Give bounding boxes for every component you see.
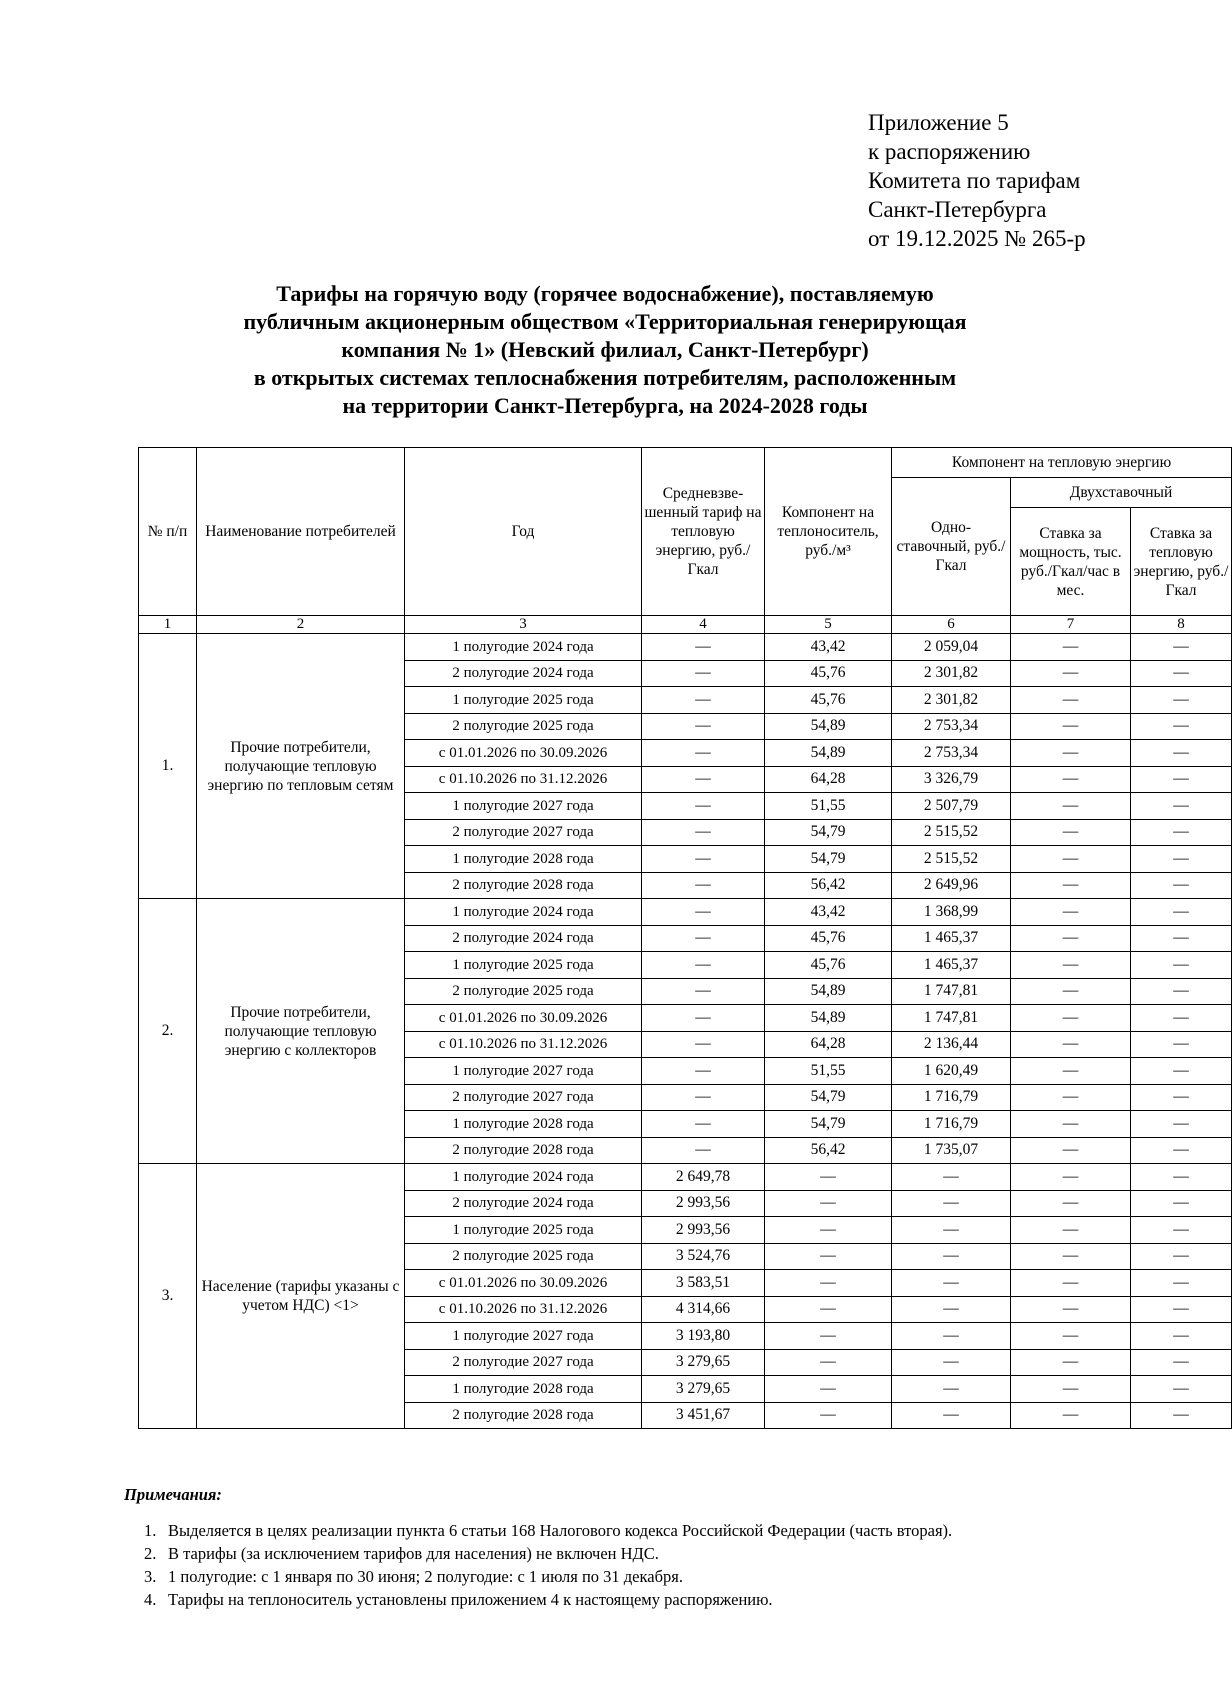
single-rate-cell: — — [892, 1270, 1011, 1297]
capacity-rate-cell: — — [1011, 872, 1131, 899]
note-text: Тарифы на теплоноситель установлены приложением 4 к настоящему распоряжению. — [168, 1590, 773, 1609]
column-number: 8 — [1131, 616, 1232, 634]
single-rate-cell: 2 507,79 — [892, 793, 1011, 820]
period-cell: 2 полугодие 2025 года — [405, 1243, 642, 1270]
single-rate-cell: — — [892, 1323, 1011, 1350]
single-rate-cell: — — [892, 1243, 1011, 1270]
period-cell: с 01.10.2026 по 31.12.2026 — [405, 766, 642, 793]
carrier-component-cell: 54,89 — [765, 713, 892, 740]
period-cell: 2 полугодие 2024 года — [405, 660, 642, 687]
note-number: 2. — [144, 1544, 157, 1563]
avg-tariff-cell: — — [642, 978, 765, 1005]
avg-tariff-cell: — — [642, 952, 765, 979]
avg-tariff-cell: — — [642, 925, 765, 952]
header-energy-rate: Ставка за тепловую энергию, руб./Гкал — [1131, 508, 1232, 616]
group-name: Прочие потребители, получающие тепловую энергию с коллекторов — [197, 899, 405, 1164]
energy-rate-cell: — — [1131, 713, 1232, 740]
energy-rate-cell: — — [1131, 952, 1232, 979]
capacity-rate-cell: — — [1011, 1349, 1131, 1376]
carrier-component-cell: 54,79 — [765, 846, 892, 873]
avg-tariff-cell: 3 279,65 — [642, 1349, 765, 1376]
avg-tariff-cell: 3 193,80 — [642, 1323, 765, 1350]
table-row — [139, 1164, 1232, 1191]
energy-rate-cell: — — [1131, 1005, 1232, 1032]
note-text: Выделяется в целях реализации пункта 6 статьи 168 Налогового кодекса Российской Федерации (часть вторая). — [168, 1521, 953, 1540]
capacity-rate-cell: — — [1011, 1296, 1131, 1323]
avg-tariff-cell: — — [642, 899, 765, 926]
capacity-rate-cell: — — [1011, 740, 1131, 767]
energy-rate-cell: — — [1131, 1164, 1232, 1191]
single-rate-cell: — — [892, 1376, 1011, 1403]
carrier-component-cell: 43,42 — [765, 899, 892, 926]
energy-rate-cell: — — [1131, 978, 1232, 1005]
energy-rate-cell: — — [1131, 660, 1232, 687]
table-header — [139, 448, 1232, 634]
carrier-component-cell: 45,76 — [765, 952, 892, 979]
single-rate-cell: 1 368,99 — [892, 899, 1011, 926]
energy-rate-cell: — — [1131, 1296, 1232, 1323]
period-cell: 2 полугодие 2025 года — [405, 713, 642, 740]
energy-rate-cell: — — [1131, 1270, 1232, 1297]
capacity-rate-cell: — — [1011, 1058, 1131, 1085]
note-number: 3. — [144, 1567, 157, 1586]
avg-tariff-cell: — — [642, 872, 765, 899]
energy-rate-cell: — — [1131, 819, 1232, 846]
appendix-line: к распоряжению — [868, 139, 1031, 164]
single-rate-cell: 2 515,52 — [892, 846, 1011, 873]
period-cell: с 01.01.2026 по 30.09.2026 — [405, 740, 642, 767]
avg-tariff-cell: — — [642, 766, 765, 793]
header-single-rate: Одно-ставочный, руб./Гкал — [892, 478, 1011, 616]
energy-rate-cell: — — [1131, 846, 1232, 873]
carrier-component-cell: — — [765, 1190, 892, 1217]
period-cell: 1 полугодие 2024 года — [405, 899, 642, 926]
single-rate-cell: 1 716,79 — [892, 1084, 1011, 1111]
avg-tariff-cell: — — [642, 687, 765, 714]
capacity-rate-cell: — — [1011, 793, 1131, 820]
carrier-component-cell: 56,42 — [765, 872, 892, 899]
carrier-component-cell: — — [765, 1164, 892, 1191]
avg-tariff-cell: — — [642, 793, 765, 820]
document-title — [140, 280, 1070, 420]
appendix-line: от 19.12.2025 № 265-р — [868, 226, 1086, 251]
period-cell: 1 полугодие 2027 года — [405, 1058, 642, 1085]
carrier-component-cell: 64,28 — [765, 766, 892, 793]
title-line: Тарифы на горячую воду (горячее водоснабжение), поставляемую — [276, 281, 934, 306]
appendix-line: Комитета по тарифам — [868, 168, 1081, 193]
capacity-rate-cell: — — [1011, 899, 1131, 926]
avg-tariff-cell: 3 279,65 — [642, 1376, 765, 1403]
header-avg-tariff: Средневзве-шенный тариф на тепловую энергию, руб./Гкал — [642, 448, 765, 616]
title-line: на территории Санкт-Петербурга, на 2024-2028 годы — [342, 393, 868, 418]
energy-rate-cell: — — [1131, 1243, 1232, 1270]
energy-rate-cell: — — [1131, 1190, 1232, 1217]
carrier-component-cell: — — [765, 1376, 892, 1403]
capacity-rate-cell: — — [1011, 713, 1131, 740]
energy-rate-cell: — — [1131, 925, 1232, 952]
avg-tariff-cell: 3 583,51 — [642, 1270, 765, 1297]
single-rate-cell: 1 716,79 — [892, 1111, 1011, 1138]
period-cell: 2 полугодие 2024 года — [405, 1190, 642, 1217]
note-item — [144, 1565, 1164, 1588]
energy-rate-cell: — — [1131, 740, 1232, 767]
period-cell: 2 полугодие 2027 года — [405, 1084, 642, 1111]
appendix-line: Санкт-Петербурга — [868, 197, 1047, 222]
carrier-component-cell: 51,55 — [765, 1058, 892, 1085]
header-two-rate: Двухставочный — [1011, 478, 1232, 508]
avg-tariff-cell: — — [642, 1058, 765, 1085]
carrier-component-cell: 54,89 — [765, 740, 892, 767]
header-num: № п/п — [139, 448, 197, 616]
avg-tariff-cell: — — [642, 819, 765, 846]
appendix-block — [868, 108, 1086, 253]
avg-tariff-cell: 3 524,76 — [642, 1243, 765, 1270]
energy-rate-cell: — — [1131, 899, 1232, 926]
energy-rate-cell: — — [1131, 1349, 1232, 1376]
notes-block — [124, 1485, 1164, 1611]
capacity-rate-cell: — — [1011, 846, 1131, 873]
carrier-component-cell: 51,55 — [765, 793, 892, 820]
period-cell: 2 полугодие 2028 года — [405, 1137, 642, 1164]
note-item — [144, 1588, 1164, 1611]
single-rate-cell: 2 059,04 — [892, 634, 1011, 661]
period-cell: 2 полугодие 2028 года — [405, 872, 642, 899]
note-item — [144, 1542, 1164, 1565]
period-cell: 1 полугодие 2024 года — [405, 634, 642, 661]
capacity-rate-cell: — — [1011, 1164, 1131, 1191]
single-rate-cell: — — [892, 1402, 1011, 1429]
capacity-rate-cell: — — [1011, 1217, 1131, 1244]
single-rate-cell: 2 753,34 — [892, 740, 1011, 767]
energy-rate-cell: — — [1131, 1058, 1232, 1085]
column-number: 1 — [139, 616, 197, 634]
note-item — [144, 1519, 1164, 1542]
notes-title: Примечания: — [124, 1485, 222, 1504]
period-cell: 1 полугодие 2028 года — [405, 1376, 642, 1403]
title-line: публичным акционерным обществом «Территориальная генерирующая — [243, 309, 967, 334]
carrier-component-cell: — — [765, 1402, 892, 1429]
note-number: 1. — [144, 1521, 157, 1540]
single-rate-cell: 2 515,52 — [892, 819, 1011, 846]
energy-rate-cell: — — [1131, 1111, 1232, 1138]
capacity-rate-cell: — — [1011, 660, 1131, 687]
energy-rate-cell: — — [1131, 1137, 1232, 1164]
capacity-rate-cell: — — [1011, 634, 1131, 661]
carrier-component-cell: — — [765, 1270, 892, 1297]
header-name: Наименование потребителей — [197, 448, 405, 616]
capacity-rate-cell: — — [1011, 687, 1131, 714]
period-cell: 2 полугодие 2025 года — [405, 978, 642, 1005]
period-cell: 2 полугодие 2024 года — [405, 925, 642, 952]
note-text: 1 полугодие: с 1 января по 30 июня; 2 полугодие: с 1 июля по 31 декабря. — [168, 1567, 683, 1586]
avg-tariff-cell: 2 993,56 — [642, 1217, 765, 1244]
single-rate-cell: 1 747,81 — [892, 1005, 1011, 1032]
header-year: Год — [405, 448, 642, 616]
carrier-component-cell: 54,79 — [765, 1111, 892, 1138]
single-rate-cell: 1 747,81 — [892, 978, 1011, 1005]
period-cell: 1 полугодие 2028 года — [405, 846, 642, 873]
carrier-component-cell: 64,28 — [765, 1031, 892, 1058]
capacity-rate-cell: — — [1011, 766, 1131, 793]
group-name: Население (тарифы указаны с учетом НДС) <1> — [197, 1164, 405, 1429]
header-capacity-rate: Ставка за мощность, тыс. руб./Гкал/час в мес. — [1011, 508, 1131, 616]
carrier-component-cell: — — [765, 1349, 892, 1376]
capacity-rate-cell: — — [1011, 1137, 1131, 1164]
avg-tariff-cell: — — [642, 713, 765, 740]
avg-tariff-cell: — — [642, 1084, 765, 1111]
title-line: компания № 1» (Невский филиал, Санкт-Петербург) — [341, 337, 869, 362]
avg-tariff-cell: — — [642, 660, 765, 687]
carrier-component-cell: 56,42 — [765, 1137, 892, 1164]
single-rate-cell: — — [892, 1349, 1011, 1376]
energy-rate-cell: — — [1131, 687, 1232, 714]
carrier-component-cell: 43,42 — [765, 634, 892, 661]
carrier-component-cell: — — [765, 1217, 892, 1244]
header-heat-group: Компонент на тепловую энергию — [892, 448, 1232, 478]
single-rate-cell: 2 136,44 — [892, 1031, 1011, 1058]
energy-rate-cell: — — [1131, 1084, 1232, 1111]
single-rate-cell: 2 753,34 — [892, 713, 1011, 740]
carrier-component-cell: 54,89 — [765, 978, 892, 1005]
capacity-rate-cell: — — [1011, 1084, 1131, 1111]
energy-rate-cell: — — [1131, 1323, 1232, 1350]
avg-tariff-cell: — — [642, 1137, 765, 1164]
energy-rate-cell: — — [1131, 766, 1232, 793]
column-number: 7 — [1011, 616, 1131, 634]
header-carrier: Компонент на теплоноситель, руб./м³ — [765, 448, 892, 616]
energy-rate-cell: — — [1131, 1031, 1232, 1058]
avg-tariff-cell: — — [642, 1111, 765, 1138]
capacity-rate-cell: — — [1011, 1270, 1131, 1297]
carrier-component-cell: — — [765, 1323, 892, 1350]
avg-tariff-cell: 4 314,66 — [642, 1296, 765, 1323]
note-text: В тарифы (за исключением тарифов для населения) не включен НДС. — [168, 1544, 659, 1563]
single-rate-cell: 1 465,37 — [892, 952, 1011, 979]
column-number: 6 — [892, 616, 1011, 634]
avg-tariff-cell: — — [642, 846, 765, 873]
period-cell: 1 полугодие 2025 года — [405, 952, 642, 979]
capacity-rate-cell: — — [1011, 1111, 1131, 1138]
avg-tariff-cell: — — [642, 634, 765, 661]
capacity-rate-cell: — — [1011, 1402, 1131, 1429]
table-row — [139, 899, 1232, 926]
capacity-rate-cell: — — [1011, 1376, 1131, 1403]
capacity-rate-cell: — — [1011, 1031, 1131, 1058]
single-rate-cell: 2 301,82 — [892, 660, 1011, 687]
avg-tariff-cell: 2 649,78 — [642, 1164, 765, 1191]
avg-tariff-cell: 2 993,56 — [642, 1190, 765, 1217]
group-number: 2. — [139, 899, 197, 1164]
period-cell: с 01.10.2026 по 31.12.2026 — [405, 1296, 642, 1323]
period-cell: с 01.10.2026 по 31.12.2026 — [405, 1031, 642, 1058]
capacity-rate-cell: — — [1011, 1243, 1131, 1270]
carrier-component-cell: 45,76 — [765, 660, 892, 687]
capacity-rate-cell: — — [1011, 1323, 1131, 1350]
group-name: Прочие потребители, получающие тепловую энергию по тепловым сетям — [197, 634, 405, 899]
table-row — [139, 634, 1232, 661]
period-cell: с 01.01.2026 по 30.09.2026 — [405, 1270, 642, 1297]
column-number: 4 — [642, 616, 765, 634]
single-rate-cell: 2 301,82 — [892, 687, 1011, 714]
energy-rate-cell: — — [1131, 793, 1232, 820]
column-number: 3 — [405, 616, 642, 634]
appendix-line: Приложение 5 — [868, 110, 1009, 135]
energy-rate-cell: — — [1131, 872, 1232, 899]
capacity-rate-cell: — — [1011, 978, 1131, 1005]
carrier-component-cell: — — [765, 1243, 892, 1270]
avg-tariff-cell: — — [642, 1005, 765, 1032]
avg-tariff-cell: — — [642, 740, 765, 767]
avg-tariff-cell: — — [642, 1031, 765, 1058]
carrier-component-cell: 54,79 — [765, 819, 892, 846]
column-number: 5 — [765, 616, 892, 634]
tariff-table — [138, 447, 1232, 1429]
single-rate-cell: — — [892, 1164, 1011, 1191]
column-number-row — [139, 616, 1232, 634]
table-body — [139, 634, 1232, 1429]
capacity-rate-cell: — — [1011, 1005, 1131, 1032]
period-cell: 2 полугодие 2028 года — [405, 1402, 642, 1429]
period-cell: 1 полугодие 2027 года — [405, 1323, 642, 1350]
single-rate-cell: 1 735,07 — [892, 1137, 1011, 1164]
notes-list — [124, 1519, 1164, 1611]
single-rate-cell: — — [892, 1296, 1011, 1323]
title-line: в открытых системах теплоснабжения потребителям, расположенным — [253, 365, 957, 390]
avg-tariff-cell: 3 451,67 — [642, 1402, 765, 1429]
period-cell: с 01.01.2026 по 30.09.2026 — [405, 1005, 642, 1032]
group-number: 3. — [139, 1164, 197, 1429]
group-number: 1. — [139, 634, 197, 899]
period-cell: 1 полугодие 2027 года — [405, 793, 642, 820]
capacity-rate-cell: — — [1011, 925, 1131, 952]
carrier-component-cell: 54,79 — [765, 1084, 892, 1111]
energy-rate-cell: — — [1131, 1217, 1232, 1244]
energy-rate-cell: — — [1131, 634, 1232, 661]
capacity-rate-cell: — — [1011, 819, 1131, 846]
single-rate-cell: 2 649,96 — [892, 872, 1011, 899]
column-number: 2 — [197, 616, 405, 634]
carrier-component-cell: 54,89 — [765, 1005, 892, 1032]
single-rate-cell: 1 465,37 — [892, 925, 1011, 952]
period-cell: 1 полугодие 2028 года — [405, 1111, 642, 1138]
single-rate-cell: — — [892, 1190, 1011, 1217]
note-number: 4. — [144, 1590, 157, 1609]
energy-rate-cell: — — [1131, 1376, 1232, 1403]
carrier-component-cell: 45,76 — [765, 687, 892, 714]
period-cell: 2 полугодие 2027 года — [405, 819, 642, 846]
capacity-rate-cell: — — [1011, 952, 1131, 979]
energy-rate-cell: — — [1131, 1402, 1232, 1429]
capacity-rate-cell: — — [1011, 1190, 1131, 1217]
period-cell: 1 полугодие 2024 года — [405, 1164, 642, 1191]
carrier-component-cell: 45,76 — [765, 925, 892, 952]
single-rate-cell: 1 620,49 — [892, 1058, 1011, 1085]
single-rate-cell: — — [892, 1217, 1011, 1244]
period-cell: 1 полугодие 2025 года — [405, 687, 642, 714]
period-cell: 1 полугодие 2025 года — [405, 1217, 642, 1244]
carrier-component-cell: — — [765, 1296, 892, 1323]
single-rate-cell: 3 326,79 — [892, 766, 1011, 793]
period-cell: 2 полугодие 2027 года — [405, 1349, 642, 1376]
